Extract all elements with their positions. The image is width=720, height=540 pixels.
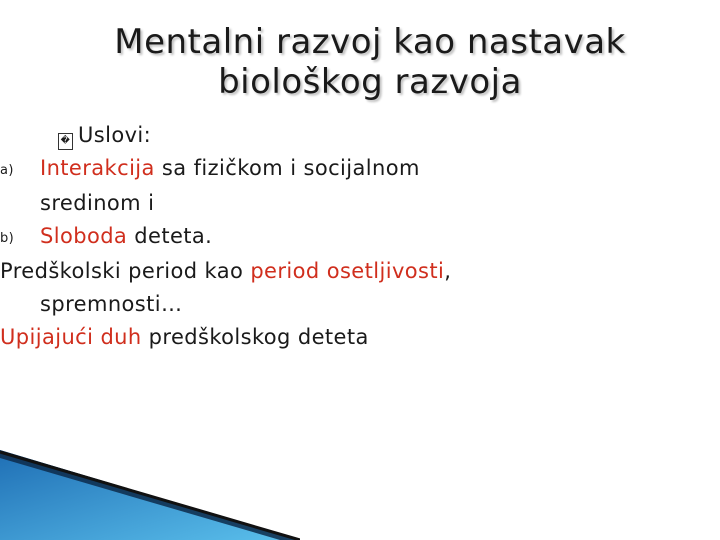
item-a-text: sa fizičkom i socijalnom (154, 156, 420, 180)
corner-decoration (0, 450, 300, 540)
item-a-label: a) (0, 163, 14, 178)
uslovi-line (58, 119, 692, 152)
paragraph-1-continuation: spremnosti… (40, 292, 183, 316)
item-a-highlight: Interakcija (40, 156, 155, 180)
title-line-1: Mentalni razvoj kao nastavak (114, 22, 626, 62)
title-line-2: biološkog razvoja (218, 62, 522, 102)
item-b (0, 220, 692, 255)
item-b-label: b) (0, 231, 15, 246)
item-a (0, 152, 692, 187)
paragraph-2-text: predškolskog deteta (141, 325, 369, 349)
slide-body (0, 119, 692, 354)
paragraph-1-end: , (444, 259, 452, 283)
paragraph-1-start: Predškolski period kao (0, 259, 251, 283)
paragraph-1-highlight: period osetljivosti (250, 259, 445, 283)
paragraph-2-highlight: Upijajući duh (0, 325, 142, 349)
slide-title (60, 22, 680, 102)
uslovi-text: Uslovi: (78, 123, 152, 147)
item-b-text: deteta. (127, 224, 213, 248)
bullet-icon: � (58, 133, 73, 150)
item-a-continuation: sredinom i (40, 191, 155, 215)
paragraph-2 (0, 321, 692, 354)
item-b-highlight: Sloboda (40, 224, 128, 248)
paragraph-1 (0, 255, 692, 288)
